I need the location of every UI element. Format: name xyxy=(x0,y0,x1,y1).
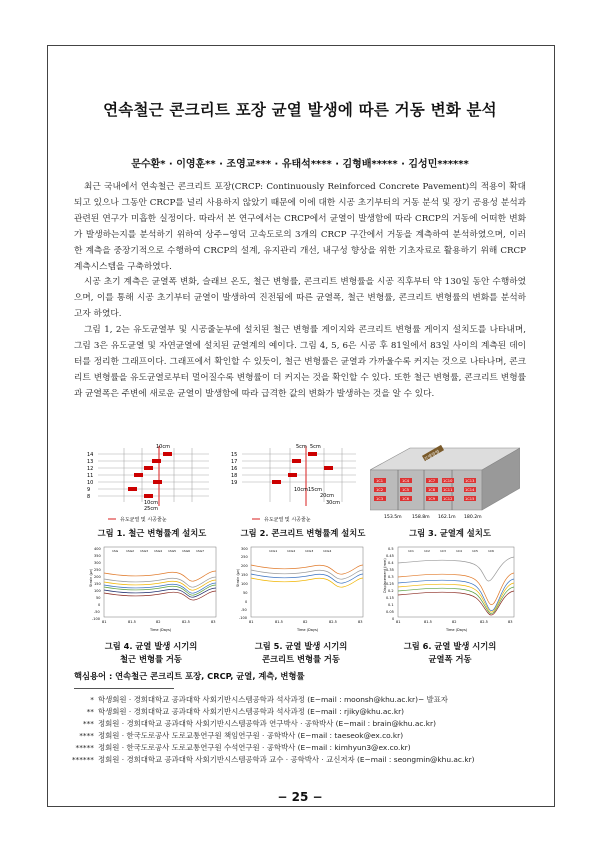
fig1-dimension-1: 10cm xyxy=(144,500,158,506)
fig6-ytick: 0.3 xyxy=(388,575,394,579)
fig4-xtick: 82 xyxy=(156,620,161,624)
fig6-ytick: 0.45 xyxy=(386,554,394,558)
footnote-mark: ***** xyxy=(75,743,94,752)
figure-5-caption-line-2: 콘크리트 변형률 거동 xyxy=(262,654,340,664)
fig2-row-label: 19 xyxy=(231,480,238,486)
fig4-xtick: 81 xyxy=(102,620,107,624)
fig4-x-axis-label: Time (Days) xyxy=(150,628,172,632)
paragraph-2: 시공 초기 계측은 균열폭 변화, 슬래브 온도, 철근 변형률, 콘크리트 변형률을 시공 직후부터 약 130일 동안 수행하였으며, 이를 통해 시공 초기부터 균열이 발생하여 진전됨에 따른 균열폭, 철근 변형률, 콘크리트 변형률의 변화를 분석하고자 하였다. xyxy=(74,277,526,320)
paragraph-1: 최근 국내에서 연속철근 콘크리트 포장(CRCP: Continuously Reinforced Concrete Pavement)의 적용이 확대되고 있으나 그동안 CRCP를 널리 사용하지 않았기 때문에 이에 대한 시공 초기부터의 거동 분석 및 장기 공용성 분석과 관련된 연구가 미흡한 실정이다. 따라서 본 연구에서는 CRCP에서 균열이 발생함에 따라 CRCP의 거동에 어떠한 변화가 발생하는지를 분석하기 위하여 상주−영덕 고속도로의 3개의 CRCP 구간에서 거동을 계측하여 분석하였으며, 이러한 계측을 중장기적으로 수행하여 CRCP의 설계, 유지관리 개선, 내구성 향상을 위한 기초자료로 활용하기 위해 CRCP 계측시스템을 구축하였다. xyxy=(74,182,526,272)
paragraph-3: 그림 1, 2는 유도균열부 및 시공줄눈부에 설치된 철근 변형률 게이지와 콘크리트 변형률 게이지 설치도를 나타내며, 그림 3은 유도균열 및 자연균열에 설치된 균열계의 예이다. 그림 4, 5, 6은 시공 후 81일에서 83일 사이의 계측된 데이터를 정리한 그래프이다. 그래프에서 확인할 수 있듯이, 철근 변형률은 균열과 가까울수록 커지는 것으로 나타나며, 콘크리트 변형률을 유도균열로부터 멀어질수록 변형률이 더 커지는 것을 확인할 수 있다. 또한 철근 변형률, 콘크리트 변형률과 균열폭은 주변에 새로운 균열이 발생함에 따라 급격한 값의 변화가 발생하는 것을 알 수 있다. xyxy=(74,325,526,399)
fig6-xtick: 82.5 xyxy=(480,620,488,624)
fig6-legend-entry: 1C1 xyxy=(408,549,414,553)
fig4-ytick: 350 xyxy=(94,554,101,558)
abstract-body xyxy=(74,180,526,403)
fig4-legend-entry: 1SG6 xyxy=(182,549,191,553)
footnote xyxy=(60,707,530,718)
fig5-ytick: -50 xyxy=(241,608,247,612)
fig3-distance-label: 153.5m xyxy=(384,515,402,520)
figure-5-concrete-strain-chart xyxy=(233,543,367,633)
footnote-text: 정회원 · 한국도로공사 도로교통연구원 수석연구원 · 공학박사 (E−mail : kimhyun3@ex.co.kr) xyxy=(98,743,411,752)
figure-4-caption-line-1: 그림 4. 균열 발생 시기의 xyxy=(104,641,198,651)
fig6-ytick: 0.35 xyxy=(386,568,394,572)
footnote-mark: ** xyxy=(86,707,94,716)
footnote-mark: * xyxy=(90,695,94,704)
footnote-text: 학생회원 · 경희대학교 공과대학 사회기반시스템공학과 석사과정 (E−mail : rjiky@khu.ac.kr) xyxy=(98,707,405,716)
fig6-ytick: 0.2 xyxy=(388,589,394,593)
footnote-mark: **** xyxy=(79,731,94,740)
fig3-distance-label: 158.8m xyxy=(412,515,430,520)
fig4-ytick: 150 xyxy=(94,582,101,586)
fig4-ytick: 100 xyxy=(94,589,101,593)
fig6-legend-entry: 1C5 xyxy=(472,549,478,553)
paper-title: 연속철근 콘크리트 포장 균열 발생에 따른 거동 변화 분석 xyxy=(103,101,497,119)
fig5-xtick: 83 xyxy=(358,620,363,624)
fig5-ytick: 0 xyxy=(245,600,248,604)
fig1-row-label: 14 xyxy=(87,452,94,458)
fig6-xtick: 81.5 xyxy=(424,620,432,624)
fig6-legend-entry: 1C2 xyxy=(424,549,430,553)
author-list: 문수환* · 이영훈** · 조영교*** · 유태석**** · 김형배***** · 김성민****** xyxy=(131,159,469,170)
fig5-ytick: 200 xyxy=(241,564,248,568)
fig5-legend-entry: 1CG2 xyxy=(287,549,296,553)
fig2-dimension-1: 10cm xyxy=(294,487,308,493)
fig5-ytick: 50 xyxy=(243,591,248,595)
fig5-ytick: 250 xyxy=(241,555,248,559)
fig4-ytick: 400 xyxy=(94,547,101,551)
fig6-xtick: 81 xyxy=(396,620,401,624)
fig3-sensor-label: 1C4 xyxy=(402,479,410,483)
fig4-legend-entry: 1SG4 xyxy=(154,549,163,553)
footnote-text: 정회원 · 경희대학교 공과대학 사회기반시스템공학과 교수 · 공학박사 · 교신저자 (E−mail : seongmin@khu.ac.kr) xyxy=(98,755,475,764)
fig5-x-axis-label: Time (Days) xyxy=(297,628,319,632)
figure-5-caption xyxy=(236,640,366,666)
figure-1-rebar-gauge-diagram xyxy=(84,444,214,526)
fig6-xtick: 82 xyxy=(452,620,457,624)
figure-6-crack-width-chart xyxy=(380,543,520,633)
fig3-distance-label: 162.1m xyxy=(438,515,456,520)
fig3-sensor-label: 1C3 xyxy=(376,497,384,501)
figure-4-rebar-strain-chart xyxy=(86,543,220,633)
keywords: 핵심용어 : 연속철근 콘크리트 포장, CRCP, 균열, 계측, 변형률 xyxy=(74,671,305,681)
fig5-xtick: 81 xyxy=(249,620,254,624)
fig4-xtick: 81.5 xyxy=(128,620,136,624)
fig1-row-label: 10 xyxy=(87,480,94,486)
fig5-ytick: 300 xyxy=(241,547,248,551)
fig1-legend: 유도균열 및 시공줄눈 xyxy=(120,517,167,523)
figure-3-caption: 그림 3. 균열계 설치도 xyxy=(409,528,491,538)
figure-6-caption-line-2: 균열폭 거동 xyxy=(428,654,472,664)
figure-2-concrete-gauge-diagram xyxy=(228,444,363,526)
fig5-legend-entry: 1CG3 xyxy=(305,549,314,553)
fig6-ytick: 0 xyxy=(392,617,395,621)
fig4-y-axis-label: Strain (με) xyxy=(89,568,93,587)
fig6-ytick: 0.25 xyxy=(386,582,394,586)
fig1-top-dimension: 10cm xyxy=(156,444,170,450)
fig4-legend-entry: 1SG3 xyxy=(140,549,149,553)
fig5-xtick: 81.5 xyxy=(275,620,283,624)
fig3-sensor-label: 1C10 xyxy=(443,479,453,483)
fig3-sensor-label: 1C2 xyxy=(376,488,384,492)
fig3-sensor-label: 1C1 xyxy=(376,479,384,483)
fig2-row-label: 17 xyxy=(231,459,238,465)
footnote-text: 정회원 · 경희대학교 공과대학 사회기반시스템공학과 연구박사 · 공학박사 (E−mail : brain@khu.ac.kr) xyxy=(98,719,436,728)
fig5-y-axis-label: Strain (με) xyxy=(236,568,240,587)
figure-4-caption-line-2: 철근 변형률 거동 xyxy=(120,654,182,664)
fig4-ytick: -50 xyxy=(94,610,100,614)
fig6-xtick: 83 xyxy=(508,620,513,624)
footnote xyxy=(60,731,530,742)
fig3-sensor-label: 1C13 xyxy=(465,479,475,483)
footnote xyxy=(60,743,530,754)
fig6-legend-entry: 1C6 xyxy=(488,549,494,553)
fig2-dimension-2: 15cm xyxy=(308,487,322,493)
fig3-sensor-label: 1C6 xyxy=(402,497,410,501)
fig1-row-label: 9 xyxy=(87,487,91,493)
figure-4-caption xyxy=(86,640,216,666)
fig3-sensor-label: 1C12 xyxy=(443,497,453,501)
footnote-mark: *** xyxy=(82,719,94,728)
footnote xyxy=(60,755,530,766)
footnote-mark: ****** xyxy=(71,755,94,764)
figure-1-caption: 그림 1. 철근 변형률계 설치도 xyxy=(97,528,207,538)
figure-2-caption: 그림 2. 콘크리트 변형률계 설치도 xyxy=(240,528,366,538)
fig4-legend-entry: 1SG5 xyxy=(168,549,177,553)
fig2-dimension-3: 20cm xyxy=(320,493,334,499)
fig2-legend: 유도균열 및 시공줄눈 xyxy=(264,517,311,523)
fig2-row-label: 16 xyxy=(231,466,238,472)
fig5-legend-entry: 1CG4 xyxy=(323,549,332,553)
fig3-distance-label: 180.2m xyxy=(464,515,482,520)
fig5-ytick: 100 xyxy=(241,582,248,586)
fig3-sensor-label: 1C11 xyxy=(443,488,453,492)
fig3-sensor-label: 1C14 xyxy=(465,488,475,492)
fig3-direction-label: 진행방향 xyxy=(423,449,442,463)
fig2-row-label: 15 xyxy=(231,452,238,458)
fig3-sensor-label: 1C5 xyxy=(402,488,410,492)
fig1-row-label: 11 xyxy=(87,473,94,479)
fig6-ytick: 0.4 xyxy=(388,561,394,565)
fig5-xtick: 82 xyxy=(303,620,308,624)
fig6-ytick: 0.05 xyxy=(386,610,394,614)
fig4-xtick: 82.5 xyxy=(182,620,190,624)
fig5-legend-entry: 1CG1 xyxy=(269,549,278,553)
fig2-dimension-4: 30cm xyxy=(326,500,340,506)
figure-6-caption-line-1: 그림 6. 균열 발생 시기의 xyxy=(403,641,497,651)
fig4-ytick: 250 xyxy=(94,568,101,572)
fig3-sensor-label: 1C9 xyxy=(428,497,436,501)
fig1-row-label: 12 xyxy=(87,466,94,472)
fig4-ytick: 0 xyxy=(98,603,101,607)
footnote-text: 학생회원 · 경희대학교 공과대학 사회기반시스템공학과 석사과정 (E−mail : moonsh@khu.ac.kr)− 발표자 xyxy=(98,695,448,704)
fig3-sensor-label: 1C7 xyxy=(428,479,436,483)
fig4-ytick: 300 xyxy=(94,561,101,565)
fig5-ytick: 150 xyxy=(241,573,248,577)
fig6-x-axis-label: Time (Days) xyxy=(446,628,468,632)
fig1-dimension-2: 25cm xyxy=(144,506,158,512)
fig4-ytick: 200 xyxy=(94,575,101,579)
fig2-row-label: 18 xyxy=(231,473,238,479)
fig6-ytick: 0.5 xyxy=(388,547,394,551)
fig6-y-axis-label: Displacement (mm) xyxy=(383,558,387,593)
fig4-legend-entry: 1SG2 xyxy=(126,549,135,553)
fig5-xtick: 82.5 xyxy=(329,620,337,624)
fig3-sensor-label: 1C8 xyxy=(428,488,436,492)
figure-3-crack-gauge-diagram xyxy=(370,440,520,526)
fig1-row-label: 13 xyxy=(87,459,94,465)
page-number: − 25 − xyxy=(277,790,323,804)
fig4-ytick: -100 xyxy=(92,617,100,621)
fig2-top-dimension-b: 5cm xyxy=(310,444,321,450)
fig5-ytick: -100 xyxy=(239,616,247,620)
footnote-divider xyxy=(74,688,174,689)
fig6-legend-entry: 1C3 xyxy=(440,549,446,553)
fig6-legend-entry: 1C4 xyxy=(456,549,462,553)
fig1-row-label: 8 xyxy=(87,494,91,500)
fig4-ytick: 50 xyxy=(96,596,101,600)
fig4-xtick: 83 xyxy=(211,620,216,624)
fig2-top-dimension-a: 5cm xyxy=(296,444,307,450)
footnote xyxy=(60,719,530,730)
fig4-legend-entry: 1SG xyxy=(112,549,119,553)
footnote xyxy=(60,695,530,706)
fig6-ytick: 0.1 xyxy=(388,603,394,607)
fig6-ytick: 0.15 xyxy=(386,596,394,600)
fig3-sensor-label: 1C15 xyxy=(465,497,475,501)
fig4-legend-entry: 1SG7 xyxy=(196,549,205,553)
figure-5-caption-line-1: 그림 5. 균열 발생 시기의 xyxy=(254,641,348,651)
footnote-text: 정회원 · 한국도로공사 도로교통연구원 책임연구원 · 공학박사 (E−mail : taeseok@ex.co.kr) xyxy=(98,731,404,740)
figure-6-caption xyxy=(385,640,515,666)
